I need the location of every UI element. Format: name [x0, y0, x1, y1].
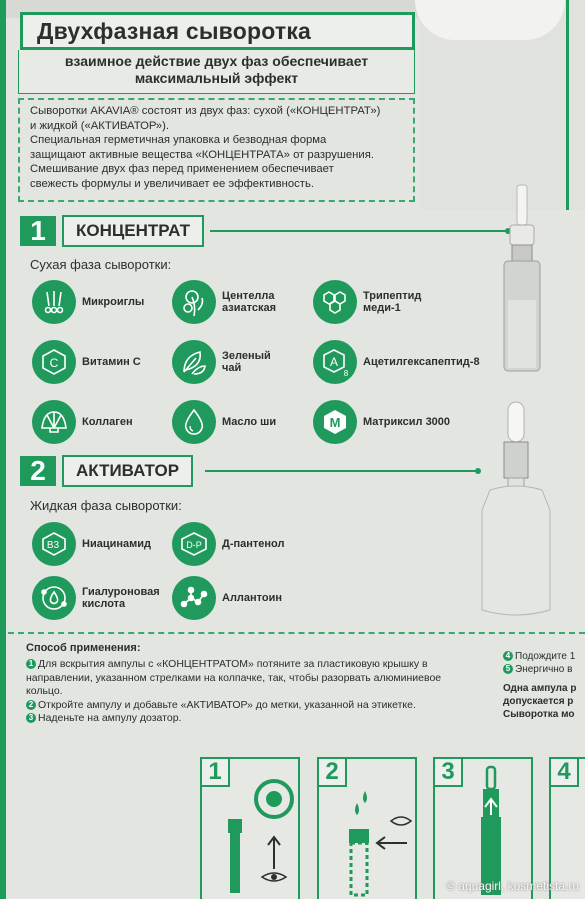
pictogram-number: 2 — [317, 757, 347, 787]
ingredient-label: Матриксил 3000 — [363, 416, 451, 428]
ingredient-matrixyl — [313, 400, 450, 444]
b3-icon — [32, 522, 76, 566]
svg-text:A: A — [329, 355, 339, 369]
matrixyl-icon — [313, 400, 357, 444]
step-number: 4 — [503, 651, 513, 661]
step-text: Энергично в — [515, 664, 573, 675]
right-border — [566, 0, 569, 210]
subtitle-box — [18, 50, 415, 94]
intro-line: Сыворотки AKAVIA® состоят из двух фаз: сухой («КОНЦЕНТРАТ») — [30, 105, 381, 117]
section1-header — [20, 215, 204, 247]
pictogram-step1 — [200, 757, 300, 899]
step-text: Подождите 1 — [515, 651, 576, 662]
section1-phase: Сухая фаза сыворотки: — [30, 257, 172, 272]
ingredient-green-tea — [172, 340, 271, 384]
ingredient-vitamin-c — [32, 340, 141, 384]
shell-icon — [32, 400, 76, 444]
section2-phase: Жидкая фаза сыворотки: — [30, 498, 182, 513]
ingredient-centella — [172, 280, 276, 324]
intro-line: Специальная герметичная упаковка и безводная форма — [30, 134, 327, 146]
svg-text:8: 8 — [343, 369, 349, 378]
step-number: 3 — [26, 713, 36, 723]
ingredient-label: Масло ши — [222, 416, 277, 428]
section2-line — [205, 470, 480, 472]
dp-icon — [172, 522, 216, 566]
tripeptide-icon — [313, 280, 357, 324]
product-bottles — [470, 180, 580, 620]
svg-text:B3: B3 — [46, 540, 60, 551]
usage-title: Способ применения: — [26, 642, 141, 654]
ingredient-shea — [172, 400, 276, 444]
usage-step-2 — [26, 699, 476, 713]
usage-note-1: Одна ампула р — [503, 683, 577, 694]
vitamin-c-icon — [32, 340, 76, 384]
pictogram-step2 — [317, 757, 417, 899]
ingredient-microneedles — [32, 280, 144, 324]
ingredient-hyaluronic — [32, 576, 160, 620]
drop-icon — [172, 400, 216, 444]
intro-line: Смешивание двух фаз перед применением обеспечивает — [30, 163, 334, 175]
pictogram-number: 3 — [433, 757, 463, 787]
ingredient-label: Коллаген — [82, 416, 133, 428]
ingredient-label: Ацетилгексапептид-8 — [363, 356, 480, 368]
usage-steps — [26, 658, 476, 726]
intro-box — [18, 98, 415, 202]
hyaluronic-icon — [32, 576, 76, 620]
pictogram-step3 — [433, 757, 533, 899]
ingredient-label: Ниацинамид — [82, 538, 151, 550]
ingredient-allantoin — [172, 576, 282, 620]
svg-text:D-P: D-P — [186, 540, 202, 550]
usage-step-5 — [503, 663, 585, 676]
dropper-bottle-icon — [482, 402, 550, 615]
usage-right — [503, 650, 585, 721]
ingredient-tripeptide — [313, 280, 421, 324]
ingredient-label: Центелла азиатская — [222, 290, 277, 314]
ingredient-collagen — [32, 400, 133, 444]
step-text: Наденьте на ампулу дозатор. — [38, 712, 182, 724]
intro-line: защищают активные вещества «КОНЦЕНТРАТА» от разрушения. — [30, 148, 374, 161]
acetylhexapeptide-icon — [313, 340, 357, 384]
ingredient-dpanthenol — [172, 522, 285, 566]
watermark: © aquagirl, kosmetista.ru — [446, 879, 579, 893]
green-tea-icon — [172, 340, 216, 384]
usage-step-1b: направлении, указанном стрелками на колпачке, так, чтобы разорвать алюминиевое — [26, 671, 442, 684]
usage-step-3 — [26, 712, 476, 726]
vial-icon — [504, 185, 540, 371]
subtitle-line1: взаимное действие двух фаз обеспечивает — [64, 53, 369, 69]
step-number: 5 — [503, 664, 513, 674]
ingredient-label: Гиалуроновая кислота — [82, 586, 160, 610]
ingredient-niacinamide — [32, 522, 151, 566]
ingredient-label: Микроиглы — [82, 296, 145, 308]
title-box — [20, 12, 415, 50]
section2-label: АКТИВАТОР — [62, 455, 193, 487]
usage-note-3: Сыворотка мо — [503, 709, 575, 720]
ingredient-label: Аллантоин — [222, 592, 283, 604]
usage-step-1 — [26, 658, 476, 672]
step-number: 1 — [26, 659, 36, 669]
intro-line: и жидкой («АКТИВАТОР»). — [30, 119, 169, 132]
usage-step-4 — [503, 650, 585, 663]
ingredient-label: Зеленый чай — [222, 350, 271, 374]
section1-label: КОНЦЕНТРАТ — [62, 215, 204, 247]
pictogram-step4 — [549, 757, 585, 899]
section1-line — [210, 230, 510, 232]
top-cap — [415, 0, 565, 40]
microneedles-icon — [32, 280, 76, 324]
usage-step-1c: кольцо. — [26, 685, 63, 697]
ingredient-label: Д-пантенол — [222, 538, 285, 550]
step-text: Для вскрытия ампулы с «КОНЦЕНТРАТОМ» потяните за пластиковую крышку в — [38, 658, 428, 670]
section2-header — [20, 455, 193, 487]
ingredient-label: Витамин С — [82, 356, 141, 368]
ingredient-acetylhexapeptide — [313, 340, 480, 384]
step-number: 2 — [26, 700, 36, 710]
subtitle-line2: максимальный эффект — [134, 70, 299, 86]
section1-number: 1 — [20, 216, 56, 246]
svg-text:M: M — [329, 415, 341, 430]
page-title: Двухфазная сыворотка — [37, 17, 312, 44]
section2-number: 2 — [20, 456, 56, 486]
usage-note-2: допускается р — [503, 696, 574, 707]
ingredient-label: Трипептид меди-1 — [363, 290, 422, 314]
molecule-icon — [172, 576, 216, 620]
svg-text:C: C — [49, 356, 59, 370]
pictogram-number: 4 — [549, 757, 579, 787]
step-text: Откройте ампулу и добавьте «АКТИВАТОР» до метки, указанной на этикетке. — [38, 698, 416, 711]
intro-line: свежесть формулы и увеличивает ее эффективность. — [30, 177, 314, 190]
centella-icon — [172, 280, 216, 324]
pictogram-number: 1 — [200, 757, 230, 787]
